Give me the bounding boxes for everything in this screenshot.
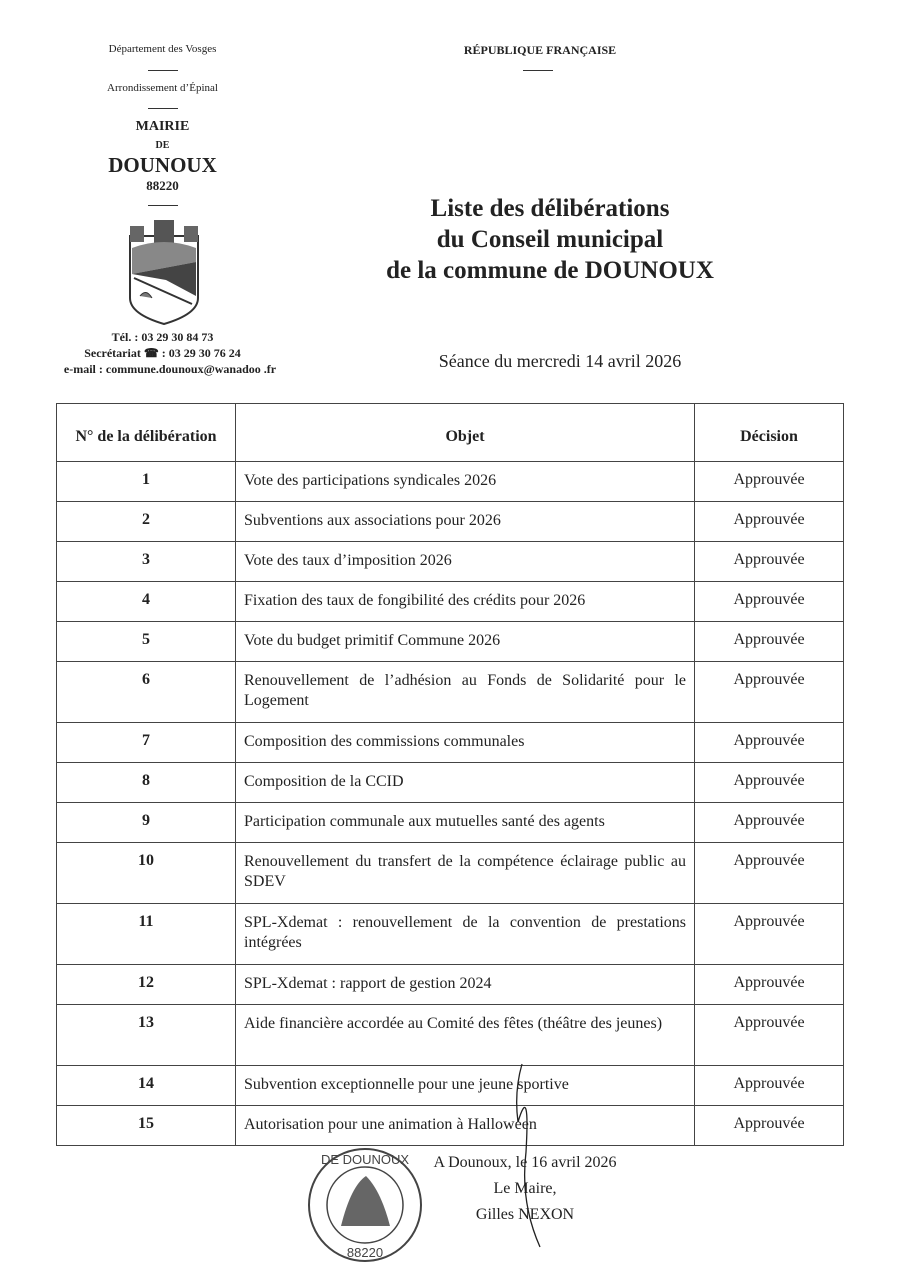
handwritten-signature (500, 1062, 550, 1252)
table-row (57, 1005, 844, 1066)
deliberation-decision: Approuvée (695, 843, 844, 904)
deliberation-decision: Approuvée (695, 582, 844, 622)
deliberation-objet: Aide financière accordée au Comité des fêtes (théâtre des jeunes) (236, 1005, 695, 1066)
table-row (57, 462, 844, 502)
coat-of-arms-icon (126, 218, 202, 326)
republique-francaise: RÉPUBLIQUE FRANÇAISE (463, 43, 617, 57)
table-row (57, 763, 844, 803)
secretariat-phone: Secrétariat ☎ : 03 29 30 76 24 (84, 346, 241, 360)
deliberation-objet: Autorisation pour une animation à Halloween (236, 1106, 695, 1146)
deliberation-decision: Approuvée (695, 1106, 844, 1146)
deliberation-decision: Approuvée (695, 622, 844, 662)
deliberation-number: 3 (57, 542, 236, 582)
deliberation-decision: Approuvée (695, 1066, 844, 1106)
deliberation-number: 7 (57, 723, 236, 763)
header-number: N° de la délibération (57, 404, 236, 462)
deliberation-number: 1 (57, 462, 236, 502)
deliberations-table (56, 403, 844, 1146)
telephone: Tél. : 03 29 30 84 73 (111, 330, 214, 344)
deliberation-number: 11 (57, 904, 236, 965)
deliberation-objet: Subvention exceptionnelle pour une jeune sportive (236, 1066, 695, 1106)
email: e-mail : commune.dounoux@wanadoo .fr (63, 362, 277, 376)
deliberation-number: 5 (57, 622, 236, 662)
deliberation-number: 6 (57, 662, 236, 723)
deliberation-objet: SPL-Xdemat : renouvellement de la convention de prestations intégrées (236, 904, 695, 965)
table-row (57, 723, 844, 763)
table-row (57, 662, 844, 723)
table-header (57, 404, 844, 462)
place-date: A Dounoux, le 16 avril 2026 (433, 1154, 617, 1171)
deliberation-decision: Approuvée (695, 662, 844, 723)
deliberation-decision: Approuvée (695, 502, 844, 542)
deliberation-objet: Composition de la CCID (236, 763, 695, 803)
deliberation-objet: Composition des commissions communales (236, 723, 695, 763)
mairie-de: DE (155, 140, 170, 151)
seance-date: Séance du mercredi 14 avril 2026 (438, 351, 682, 371)
deliberation-objet: Participation communale aux mutuelles santé des agents (236, 803, 695, 843)
commune-name: DOUNOUX (108, 153, 217, 177)
deliberation-number: 13 (57, 1005, 236, 1066)
deliberation-decision: Approuvée (695, 723, 844, 763)
divider (148, 205, 178, 206)
deliberation-objet: SPL-Xdemat : rapport de gestion 2024 (236, 965, 695, 1005)
deliberation-objet: Subventions aux associations pour 2026 (236, 502, 695, 542)
deliberation-number: 4 (57, 582, 236, 622)
divider (148, 70, 178, 71)
divider (148, 108, 178, 109)
table-row (57, 542, 844, 582)
signatory-role: Le Maire, (493, 1180, 557, 1197)
title-line: de la commune de DOUNOUX (386, 257, 714, 284)
table-row (57, 1106, 844, 1146)
table-row (57, 843, 844, 904)
deliberation-objet: Renouvellement du transfert de la compétence éclairage public au SDEV (236, 843, 695, 904)
deliberation-number: 15 (57, 1106, 236, 1146)
table-row (57, 622, 844, 662)
svg-text:DE DOUNOUX: DE DOUNOUX (320, 1152, 410, 1167)
deliberation-number: 14 (57, 1066, 236, 1106)
mairie: MAIRIE (135, 119, 190, 134)
divider (523, 70, 553, 71)
signatory-name: Gilles NEXON (475, 1206, 575, 1223)
deliberation-decision: Approuvée (695, 542, 844, 582)
header-objet: Objet (236, 404, 695, 462)
deliberation-objet: Renouvellement de l’adhésion au Fonds de Solidarité pour le Logement (236, 662, 695, 723)
deliberation-objet: Fixation des taux de fongibilité des crédits pour 2026 (236, 582, 695, 622)
page-title (300, 193, 800, 286)
header-decision: Décision (695, 404, 844, 462)
deliberation-decision: Approuvée (695, 803, 844, 843)
deliberation-number: 12 (57, 965, 236, 1005)
deliberation-decision: Approuvée (695, 1005, 844, 1066)
table-row (57, 502, 844, 542)
deliberation-decision: Approuvée (695, 763, 844, 803)
deliberation-number: 8 (57, 763, 236, 803)
arrondissement: Arrondissement d’Épinal (107, 82, 218, 94)
table-row (57, 904, 844, 965)
svg-text:88220: 88220 (346, 1245, 384, 1260)
deliberation-objet: Vote des taux d’imposition 2026 (236, 542, 695, 582)
deliberation-number: 2 (57, 502, 236, 542)
deliberation-objet: Vote du budget primitif Commune 2026 (236, 622, 695, 662)
deliberation-decision: Approuvée (695, 904, 844, 965)
deliberation-number: 10 (57, 843, 236, 904)
table-row (57, 582, 844, 622)
title-line: Liste des délibérations (430, 195, 670, 222)
table-row (57, 1066, 844, 1106)
deliberation-decision: Approuvée (695, 462, 844, 502)
table-row (57, 803, 844, 843)
postal-code: 88220 (146, 178, 179, 193)
deliberation-objet: Vote des participations syndicales 2026 (236, 462, 695, 502)
title-line: du Conseil municipal (436, 226, 664, 253)
table-row (57, 965, 844, 1005)
deliberation-decision: Approuvée (695, 965, 844, 1005)
departement: Département des Vosges (108, 43, 217, 55)
deliberation-number: 9 (57, 803, 236, 843)
